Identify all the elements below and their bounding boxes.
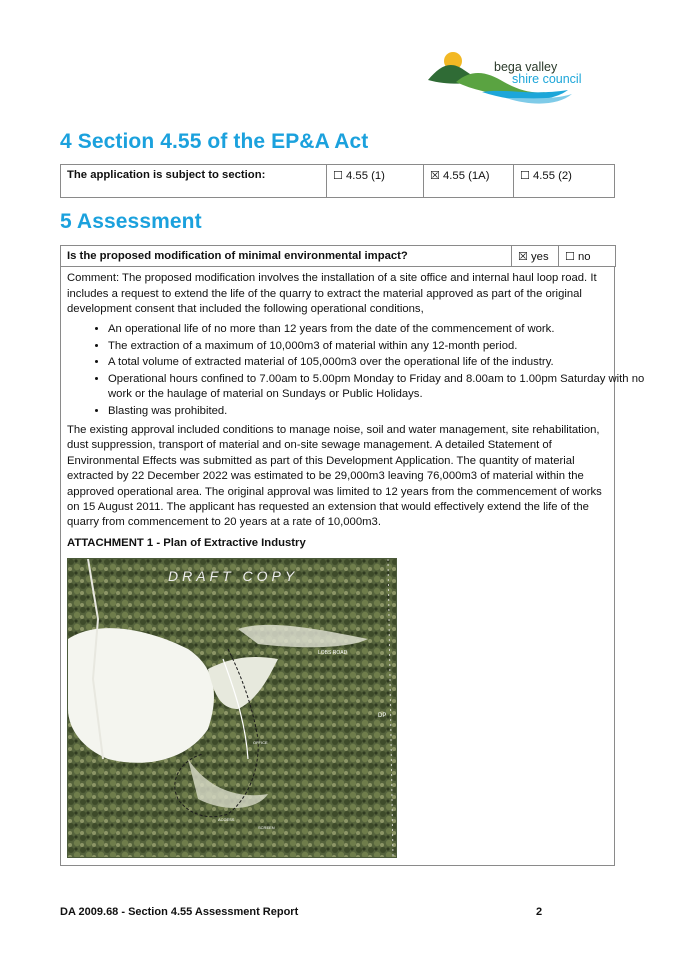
checked-box-icon[interactable]: ☒ <box>518 249 528 263</box>
checked-box-icon[interactable]: ☒ <box>430 169 440 182</box>
answer-yes[interactable] <box>512 246 559 267</box>
answer-no-label: no <box>578 250 591 263</box>
checkbox-icon[interactable]: ☐ <box>565 249 575 263</box>
map-watermark: DRAFT COPY <box>168 568 299 584</box>
aerial-plan-image <box>67 558 397 858</box>
logo-line2: shire council <box>512 72 582 86</box>
list-item: • Operational hours confined to 7.00am to 5.00pm Monday to Friday and 8.00am to 1.00pm Saturday with no work or the haulage of material on Sundays or Public Holidays. <box>108 372 648 403</box>
operational-conditions-list <box>67 322 648 420</box>
list-item: • An operational life of no more than 12 years from the date of the commencement of work. <box>108 322 648 338</box>
logo-wordmark <box>494 61 581 85</box>
option-4-55-2[interactable] <box>514 165 615 198</box>
map-label: ACCESS <box>218 817 235 822</box>
answer-no[interactable] <box>559 246 616 267</box>
list-item: • The extraction of a maximum of 10,000m3 of material within any 12-month period. <box>108 339 648 355</box>
map-label: OFFICE <box>253 740 268 745</box>
footer-title: DA 2009.68 - Section 4.55 Assessment Report <box>60 906 299 918</box>
page-number: 2 <box>536 906 543 918</box>
section-question: The application is subject to section: <box>61 165 327 198</box>
list-item: • A total volume of extracted material of 105,000m3 over the operational life of the industry. <box>108 355 648 371</box>
attachment-title: ATTACHMENT 1 - Plan of Extractive Industry <box>67 537 306 549</box>
assessment-question: Is the proposed modification of minimal environmental impact? <box>61 246 512 267</box>
section-4-heading: 4 Section 4.55 of the EP&A Act <box>60 130 369 153</box>
map-label: DP <box>378 713 387 719</box>
section-5-heading: 5 Assessment <box>60 210 202 233</box>
list-item: • Blasting was prohibited. <box>108 404 648 420</box>
option-label: 4.55 (2) <box>533 170 572 182</box>
section-4-table <box>60 164 615 198</box>
comment-text: Comment: The proposed modification involves the installation of a site office and internal haul loop road. It includes a request to extend the life of the quarry to extract the material approved as part of the original development consent that included the following operational conditions, <box>67 272 597 315</box>
option-label: 4.55 (1) <box>346 170 385 182</box>
aerial-map-graphic <box>68 559 397 858</box>
checkbox-icon[interactable]: ☐ <box>520 169 530 182</box>
assessment-question-table <box>60 245 616 267</box>
option-4-55-1[interactable] <box>327 165 424 198</box>
logo-line1: bega valley <box>494 60 558 74</box>
map-label: SCREEN <box>258 825 275 830</box>
checkbox-icon[interactable]: ☐ <box>333 169 343 182</box>
option-4-55-1a[interactable] <box>424 165 514 198</box>
approval-paragraph: The existing approval included conditions to manage noise, soil and water management, site rehabilitation, dust suppression, transport of material and on-site sewage management. A detailed Statement of Environmental Effects was submitted as part of this Development Application. The quantity of material extracted by 22 December 2022 was estimated to be 29,000m3 leaving 76,000m3 of material within the approved operational area. The original approval was limited to 12 years from the commencement of works on 15 August 2011. The applicant has requested an extension that would effectively extend the life of the quarry from commencement to 20 years at a rate of 10,000m3. <box>67 424 602 529</box>
map-label: LOBS ROAD <box>318 650 348 656</box>
option-label: 4.55 (1A) <box>443 170 490 182</box>
answer-yes-label: yes <box>531 250 549 263</box>
